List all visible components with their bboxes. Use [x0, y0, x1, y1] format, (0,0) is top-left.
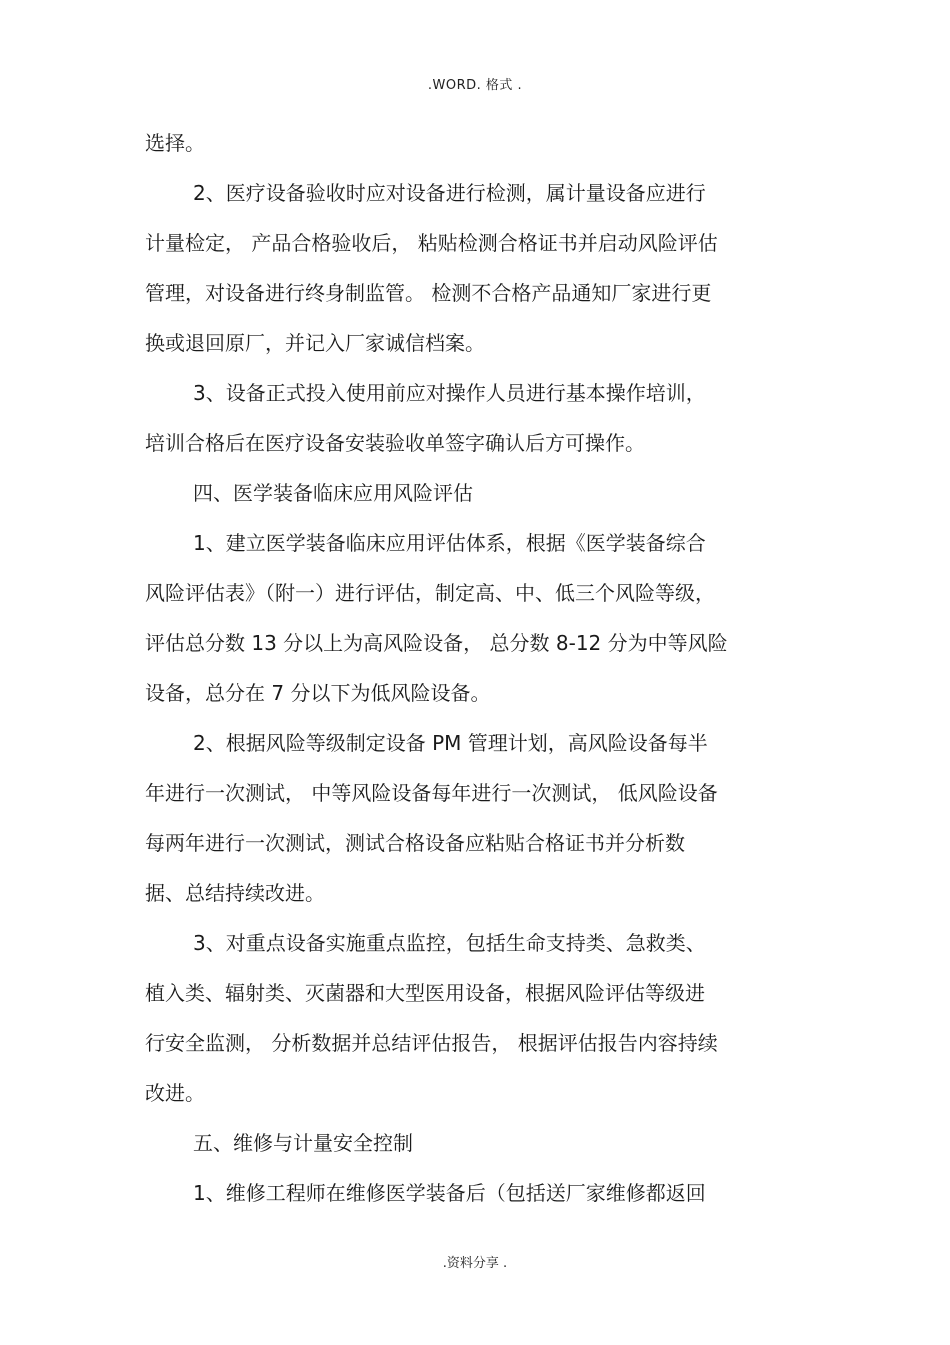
- paragraph-line: 评估总分数 13 分以上为高风险设备， 总分数 8-12 分为中等风险: [145, 631, 728, 655]
- paragraph-line: 每两年进行一次测试，测试合格设备应粘贴合格证书并分析数: [145, 831, 685, 855]
- paragraph-line: 换或退回原厂，并记入厂家诚信档案。: [145, 331, 485, 355]
- paragraph-line: 2、医疗设备验收时应对设备进行检测，属计量设备应进行: [193, 181, 706, 205]
- paragraph-line: 植入类、辐射类、灭菌器和大型医用设备，根据风险评估等级进: [145, 981, 705, 1005]
- page-footer: .资料分享 .: [442, 1256, 508, 1271]
- paragraph-line: 风险评估表》（附一）进行评估，制定高、中、低三个风险等级，: [145, 581, 715, 605]
- page-header: .WORD. 格式 .: [427, 78, 523, 93]
- section-heading: 五、维修与计量安全控制: [193, 1131, 413, 1155]
- paragraph-line: 1、建立医学装备临床应用评估体系，根据《医学装备综合: [193, 531, 706, 555]
- paragraph-line: 培训合格后在医疗设备安装验收单签字确认后方可操作。: [145, 431, 645, 455]
- paragraph-line: 3、对重点设备实施重点监控，包括生命支持类、急救类、: [193, 931, 706, 955]
- paragraph-line: 行安全监测， 分析数据并总结评估报告， 根据评估报告内容持续: [145, 1031, 718, 1055]
- paragraph-line: 2、根据风险等级制定设备 PM 管理计划，高风险设备每半: [193, 731, 708, 755]
- paragraph-line: 计量检定， 产品合格验收后， 粘贴检测合格证书并启动风险评估: [145, 231, 718, 255]
- section-heading: 四、医学装备临床应用风险评估: [193, 481, 473, 505]
- paragraph-line: 选择。: [145, 131, 205, 155]
- paragraph-line: 改进。: [145, 1081, 205, 1105]
- paragraph-line: 管理，对设备进行终身制监管。 检测不合格产品通知厂家进行更: [145, 281, 712, 305]
- paragraph-line: 年进行一次测试， 中等风险设备每年进行一次测试， 低风险设备: [145, 781, 718, 805]
- paragraph-line: 1、维修工程师在维修医学装备后（包括送厂家维修都返回: [193, 1181, 706, 1205]
- paragraph-line: 3、设备正式投入使用前应对操作人员进行基本操作培训，: [193, 381, 706, 405]
- paragraph-line: 据、总结持续改进。: [145, 881, 325, 905]
- paragraph-line: 设备，总分在 7 分以下为低风险设备。: [145, 681, 491, 705]
